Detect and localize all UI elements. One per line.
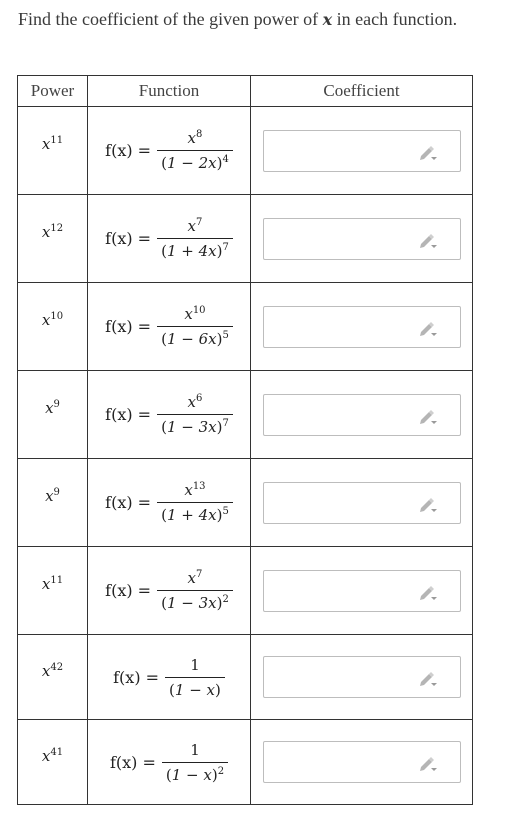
power-exponent: 10	[50, 311, 64, 322]
function-cell	[88, 635, 251, 720]
denominator-inner: 1 + 4x	[166, 506, 217, 524]
numerator-exponent: 8	[196, 129, 203, 140]
coefficient-cell	[251, 635, 473, 720]
denominator-inner: 1 + 4x	[166, 242, 217, 260]
table-header-row	[18, 76, 473, 107]
denominator: $(1 - 6x)^5$	[157, 326, 233, 348]
numerator	[184, 393, 207, 414]
denominator-exponent: 7	[222, 242, 229, 253]
numerator-exponent: 6	[196, 393, 203, 404]
denominator: (1 − x)	[165, 677, 225, 699]
numerator-base: x	[184, 305, 193, 323]
table-row	[18, 635, 473, 720]
pencil-icon	[418, 756, 438, 772]
power-base: x	[41, 661, 51, 680]
power-cell	[18, 720, 88, 805]
fraction	[157, 305, 233, 348]
table-row	[18, 107, 473, 195]
pencil-icon	[418, 409, 438, 425]
denominator-inner: 1 − 3x	[166, 418, 217, 436]
function-label: f(x) =	[105, 405, 152, 424]
power-base: x	[41, 223, 51, 241]
power-exponent: 11	[50, 135, 64, 146]
numerator	[180, 481, 209, 502]
pencil-icon	[418, 497, 438, 513]
numerator-base: 1	[190, 655, 200, 674]
power-base: x	[45, 399, 54, 417]
denominator-inner: 1 − 6x	[166, 330, 217, 348]
coefficient-cell	[251, 283, 473, 371]
coefficient-cell	[251, 371, 473, 459]
function-cell	[88, 283, 251, 371]
function-label: f(x) =	[105, 581, 152, 600]
coefficient-input[interactable]	[263, 570, 461, 612]
numerator	[184, 217, 207, 238]
denominator-exponent: 4	[222, 154, 229, 165]
numerator	[184, 569, 207, 590]
power-cell	[18, 283, 88, 371]
denominator-exponent: 7	[222, 418, 229, 429]
function-cell	[88, 547, 251, 635]
fraction	[165, 656, 225, 699]
instructions-before: Find the coefficient of the given power of	[18, 9, 323, 29]
power-base: x	[45, 487, 54, 505]
numerator-base: x	[187, 393, 196, 411]
function-cell	[88, 107, 251, 195]
function-label: f(x) =	[105, 493, 152, 512]
power-cell	[18, 635, 88, 720]
numerator-exponent: 13	[192, 481, 206, 492]
numerator	[184, 129, 207, 150]
instructions-variable: x	[322, 10, 333, 29]
numerator-base: x	[187, 217, 196, 235]
fraction	[157, 129, 233, 172]
numerator-base: x	[187, 129, 196, 147]
coefficient-input[interactable]	[263, 656, 461, 698]
power-cell	[18, 371, 88, 459]
power-base: x	[41, 746, 51, 765]
coefficient-table	[17, 75, 473, 805]
power-cell	[18, 195, 88, 283]
fraction	[157, 217, 233, 260]
power-base: x	[41, 311, 51, 329]
coefficient-input[interactable]	[263, 741, 461, 783]
numerator-exponent: 7	[196, 569, 203, 580]
function-cell	[88, 720, 251, 805]
power-exponent: 42	[50, 661, 64, 673]
numerator-base: 1	[190, 740, 200, 759]
function-label: f(x) =	[109, 752, 156, 772]
table-row	[18, 371, 473, 459]
pencil-icon	[418, 585, 438, 601]
denominator: $(1 - x)^2$	[162, 762, 228, 784]
header-coefficient: Coefficient	[251, 76, 473, 107]
power-exponent: 12	[50, 223, 64, 234]
denominator: $(1 - 3x)^2$	[157, 590, 233, 612]
power-exponent: 41	[50, 746, 64, 758]
numerator-base: x	[187, 569, 196, 587]
coefficient-input[interactable]	[263, 218, 461, 260]
table-row	[18, 459, 473, 547]
table-row	[18, 195, 473, 283]
denominator-inner: 1 − 2x	[166, 154, 217, 172]
table-row	[18, 720, 473, 805]
coefficient-cell	[251, 107, 473, 195]
coefficient-cell	[251, 720, 473, 805]
function-label: f(x) =	[113, 667, 160, 687]
instructions-text	[18, 9, 457, 30]
denominator-inner: 1 − 3x	[166, 594, 217, 612]
denominator-exponent: 5	[222, 506, 229, 517]
header-power: Power	[18, 76, 88, 107]
power-cell	[18, 107, 88, 195]
function-label: f(x) =	[105, 141, 152, 160]
pencil-icon	[418, 233, 438, 249]
pencil-icon	[418, 321, 438, 337]
coefficient-input[interactable]	[263, 482, 461, 524]
header-function: Function	[88, 76, 251, 107]
power-exponent: 11	[50, 575, 64, 586]
power-exponent: 9	[53, 399, 60, 410]
numerator-base: x	[184, 481, 193, 499]
fraction	[162, 741, 228, 784]
power-cell	[18, 547, 88, 635]
function-label: f(x) =	[105, 317, 152, 336]
pencil-icon	[418, 145, 438, 161]
coefficient-input[interactable]	[263, 130, 461, 172]
power-base: x	[41, 575, 51, 593]
denominator: $(1 - 2x)^4$	[157, 150, 233, 172]
denominator-exponent: 5	[222, 330, 229, 341]
numerator-exponent: 10	[192, 305, 206, 316]
denominator: $(1 + 4x)^7$	[157, 238, 233, 260]
function-cell	[88, 195, 251, 283]
denominator: $(1 + 4x)^5$	[157, 502, 233, 524]
numerator	[180, 305, 209, 326]
denominator-inner: 1 − x	[171, 765, 212, 784]
power-exponent: 9	[53, 487, 60, 498]
fraction	[157, 481, 233, 524]
denominator-exponent: 2	[222, 594, 229, 605]
numerator	[186, 741, 204, 762]
function-cell	[88, 459, 251, 547]
denominator-inner: 1 − x	[174, 680, 216, 699]
coefficient-input[interactable]	[263, 394, 461, 436]
coefficient-cell	[251, 547, 473, 635]
coefficient-cell	[251, 459, 473, 547]
numerator-exponent: 7	[196, 217, 203, 228]
table-row	[18, 283, 473, 371]
fraction	[157, 393, 233, 436]
denominator-exponent: 2	[217, 765, 225, 777]
function-label: f(x) =	[105, 229, 152, 248]
pencil-icon	[418, 671, 438, 687]
power-cell	[18, 459, 88, 547]
instructions-after: in each function.	[332, 9, 458, 29]
denominator: $(1 - 3x)^7$	[157, 414, 233, 436]
coefficient-input[interactable]	[263, 306, 461, 348]
function-cell	[88, 371, 251, 459]
fraction	[157, 569, 233, 612]
table-row	[18, 547, 473, 635]
numerator	[186, 656, 204, 677]
coefficient-cell	[251, 195, 473, 283]
power-base: x	[41, 135, 51, 153]
